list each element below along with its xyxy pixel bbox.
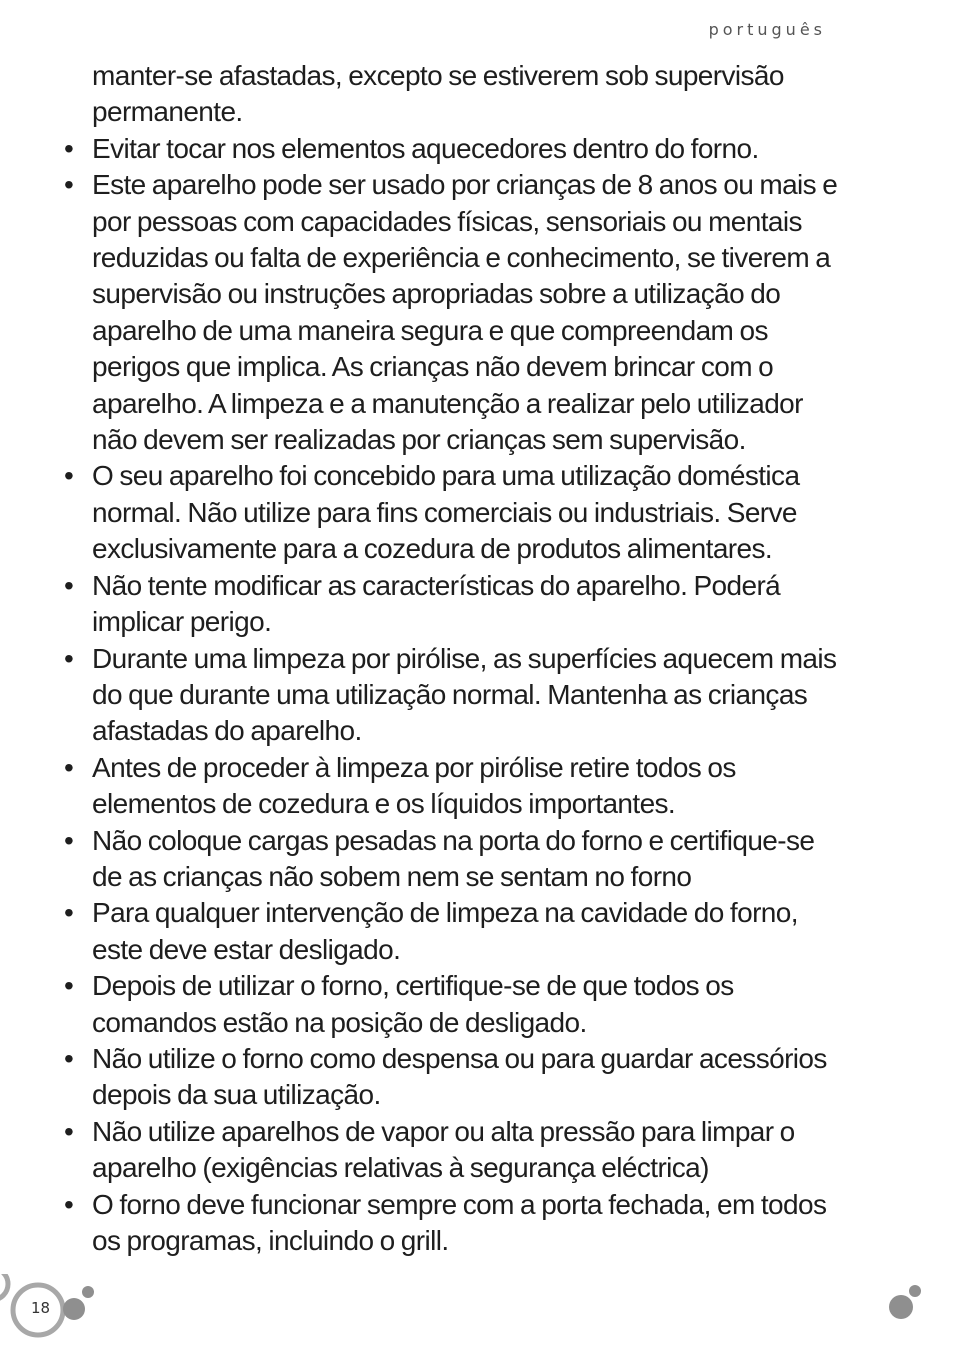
bullet-icon: • [64,1115,74,1147]
list-item-text: Evitar tocar nos elementos aquecedores dentro do forno. [92,132,759,164]
small-dot-icon [82,1286,94,1298]
list-item-text: O seu aparelho foi concebido para uma utilização doméstica normal. Não utilize para fins comerciais ou industriais. Serve exclusivamente para a cozedura de produtos alimentares. [92,460,800,565]
edge-ring-icon [0,1274,8,1300]
language-label: português [708,20,826,39]
page-content [62,58,842,1259]
list-item [62,1187,842,1260]
list-item [62,641,842,750]
bullet-icon: • [64,169,74,201]
safety-list [62,131,842,1260]
list-item-text: Não utilize o forno como despensa ou para guardar acessórios depois da sua utilização. [92,1042,827,1111]
footer-decoration-right [880,1280,940,1340]
footer-decoration-left [0,1274,140,1354]
list-item [62,458,842,567]
bullet-icon: • [64,132,74,164]
bullet-icon: • [64,1188,74,1220]
list-item-text: Depois de utilizar o forno, certifique-se de que todos os comandos estão na posição de desligado. [92,970,734,1038]
continued-paragraph: manter-se afastadas, excepto se estiverem sob supervisão permanente. [92,60,784,128]
page-number: 18 [31,1299,51,1317]
bullet-icon: • [64,751,74,783]
list-item-text: O forno deve funcionar sempre com a porta fechada, em todos os programas, incluindo o grill. [92,1188,827,1256]
list-item [62,131,842,167]
list-item-text: Antes de proceder à limpeza por pirólise retire todos os elementos de cozedura e os líquidos importantes. [92,751,736,820]
list-item-text: Não coloque cargas pesadas na porta do forno e certifique-se de as crianças não sobem nem se sentam no forno [92,824,815,892]
list-item-text: Não utilize aparelhos de vapor ou alta pressão para limpar o aparelho (exigências relativas à segurança eléctrica) [92,1115,795,1184]
list-item [62,568,842,641]
bullet-icon: • [64,460,74,492]
bullet-icon: • [64,1042,74,1074]
bullet-icon: • [64,897,74,929]
list-item-text: Para qualquer intervenção de limpeza na cavidade do forno, este deve estar desligado. [92,897,798,965]
small-dot-icon [909,1285,921,1297]
bullet-icon: • [64,642,74,674]
list-item [62,167,842,458]
list-item [62,895,842,968]
list-item [62,968,842,1041]
bullet-icon: • [64,824,74,856]
list-item-text: Durante uma limpeza por pirólise, as superfícies aquecem mais do que durante uma utilização normal. Mantenha as crianças afastadas do aparelho. [92,642,837,747]
list-item [62,1041,842,1114]
bullet-icon: • [64,970,74,1002]
large-dot-icon [889,1295,913,1319]
list-item [62,823,842,896]
list-item [62,750,842,823]
list-item [62,1114,842,1187]
list-item-text: Este aparelho pode ser usado por crianças de 8 anos ou mais e por pessoas com capacidades físicas, sensoriais ou mentais reduzidas ou falta de experiência e conhecimento, se tiverem a supervisão ou instruções apropriadas sobre a utilização do aparelho de uma maneira segura e que compreendam os perigos que implica. As crianças não devem brincar com o aparelho. A limpeza e a manutenção a realizar pelo utilizador não devem ser realizadas por crianças sem supervisão. [92,169,838,456]
list-item-text: Não tente modificar as características do aparelho. Poderá implicar perigo. [92,569,781,638]
large-dot-icon [63,1298,85,1320]
bullet-icon: • [64,569,74,601]
